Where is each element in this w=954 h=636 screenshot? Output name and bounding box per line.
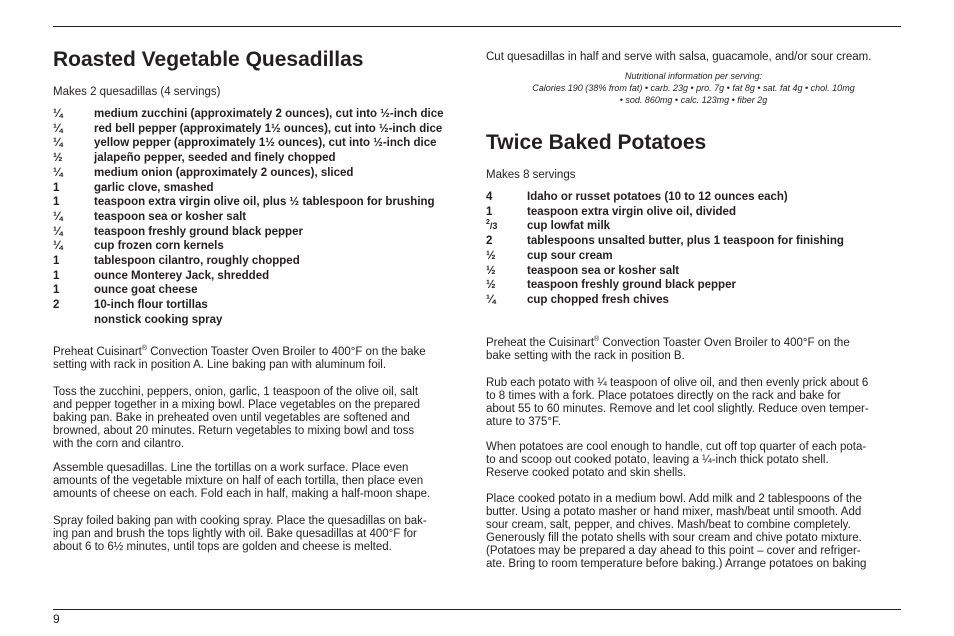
ingredient-row	[53, 283, 444, 298]
ingredient-item: medium onion (approximately 2 ounces), sliced	[94, 166, 354, 179]
ingredient-qty: 2	[53, 299, 60, 312]
ingredient-qty: ¼	[53, 108, 63, 120]
top-rule	[53, 26, 901, 27]
ingredient-qty: 1	[53, 284, 60, 297]
text-line: amounts of cheese on each. Fold each in half, making a half-moon shape.	[53, 488, 431, 500]
ingredient-row	[53, 210, 444, 225]
ingredient-qty: ½	[486, 279, 496, 292]
ingredient-row	[486, 234, 844, 249]
ingredient-row	[53, 195, 444, 210]
ingredient-qty: ¼	[53, 122, 63, 135]
ingredient-item: cup chopped fresh chives	[527, 293, 669, 306]
ingredient-row	[53, 239, 444, 254]
fraction-denominator: /3	[489, 221, 498, 232]
text-line: about 55 to 60 minutes. Remove and let cool slightly. Reduce oven temper-	[486, 403, 869, 415]
text-span: Preheat Cuisinart	[53, 346, 142, 358]
ingredient-item: yellow pepper (approximately 1½ ounces), cut into ½-inch dice	[94, 137, 437, 150]
ingredient-item: teaspoon freshly ground black pepper	[94, 225, 303, 238]
ingredient-qty: 1	[53, 181, 60, 194]
text-line: browned, about 20 minutes. Return vegetables to mixing bowl and toss	[53, 425, 415, 437]
ingredient-qty	[486, 219, 527, 234]
instruction-paragraph	[486, 337, 850, 363]
ingredient-item: teaspoon sea or kosher salt	[94, 210, 247, 223]
ingredient-row	[53, 269, 444, 284]
ingredient-row	[53, 151, 444, 166]
instruction-paragraph	[486, 441, 866, 480]
nutrition-line: Calories 190 (38% from fat) • carb. 23g • pro. 7g • fat 8g • sat. fat 4g • chol. 10mg	[532, 83, 855, 93]
text-span: Convection Toaster Oven Broiler to 400°F on the bake	[147, 346, 426, 358]
instruction-paragraph	[53, 386, 420, 451]
ingredient-row	[53, 254, 444, 269]
ingredient-item: ounce Monterey Jack, shredded	[94, 269, 270, 282]
text-line: (Potatoes may be prepared a day ahead to this point – cover and refriger-	[486, 545, 861, 557]
text-line: ing pan and brush the tops lightly with oil. Bake quesadillas at 400°F for	[53, 528, 417, 540]
bottom-rule	[53, 609, 901, 610]
ingredient-qty: 1	[53, 196, 60, 209]
text-line: setting with rack in position A. Line baking pan with aluminum foil.	[53, 359, 387, 371]
page-number: 9	[53, 612, 60, 626]
ingredient-qty: ¼	[53, 166, 63, 179]
ingredient-qty: ¼	[53, 210, 63, 223]
text-span: Preheat the Cuisinart	[486, 337, 595, 349]
text-line: Generously fill the potato shells with sour cream and chive potato mixture.	[486, 532, 862, 544]
text-line: butter. Using a potato masher or hand mixer, mash/beat until smooth. Add	[486, 506, 862, 518]
ingredient-row	[53, 313, 444, 328]
instruction-paragraph	[486, 377, 869, 429]
ingredient-item: tablespoons unsalted butter, plus 1 teaspoon for finishing	[527, 235, 844, 248]
ingredient-item: teaspoon freshly ground black pepper	[527, 279, 736, 292]
ingredient-qty: ¼	[486, 293, 496, 306]
ingredient-list	[53, 107, 444, 328]
text-line: ature to 375°F.	[486, 416, 561, 428]
instruction-paragraph	[53, 515, 427, 554]
text-line: Toss the zucchini, peppers, onion, garlic, 1 teaspoon of the olive oil, salt	[53, 386, 419, 398]
text-line: bake setting with the rack in position B.	[486, 350, 685, 362]
ingredient-qty: ½	[486, 264, 496, 277]
ingredient-item: cup sour cream	[527, 249, 613, 262]
ingredient-item: teaspoon extra virgin olive oil, divided	[527, 205, 736, 218]
ingredient-qty: ¼	[53, 137, 63, 150]
ingredient-qty: 1	[53, 255, 60, 268]
ingredient-list	[486, 190, 844, 308]
ingredient-qty: 2	[486, 235, 493, 248]
ingredient-row	[486, 219, 844, 234]
ingredient-item: red bell pepper (approximately 1½ ounces), cut into ½-inch dice	[94, 122, 443, 135]
text-line: Rub each potato with ¼ teaspoon of olive oil, and then evenly prick about 6	[486, 377, 869, 389]
instruction-paragraph	[486, 493, 866, 571]
text-line: to 8 times with a fork. Place potatoes directly on the rack and bake for	[486, 390, 841, 402]
ingredient-row	[486, 278, 844, 293]
text-line: amounts of the vegetable mixture on half of each tortilla, then place even	[53, 475, 424, 487]
ingredient-item: teaspoon extra virgin olive oil, plus ½ tablespoon for brushing	[94, 196, 435, 209]
ingredient-item: jalapeño pepper, seeded and finely chopped	[94, 152, 336, 165]
nutrition-heading: Nutritional information per serving:	[624, 71, 763, 81]
ingredient-qty: 1	[486, 205, 493, 218]
serving-suggestion: Cut quesadillas in half and serve with salsa, guacamole, and/or sour cream.	[486, 51, 872, 63]
ingredient-item: nonstick cooking spray	[94, 313, 223, 326]
ingredient-item: Idaho or russet potatoes (10 to 12 ounces each)	[527, 191, 788, 203]
ingredient-item: cup lowfat milk	[527, 220, 611, 233]
ingredient-row	[53, 122, 444, 137]
text-line: and pepper together in a mixing bowl. Place vegetables on the prepared	[53, 399, 420, 411]
text-line: Reserve cooked potato and skin shells.	[486, 467, 687, 479]
text-line: Spray foiled baking pan with cooking spray. Place the quesadillas on bak-	[53, 515, 427, 527]
registered-mark: ®	[141, 345, 148, 353]
ingredient-qty: ½	[486, 249, 496, 262]
ingredient-row	[486, 190, 844, 205]
ingredient-row	[53, 136, 444, 151]
ingredient-item: cup frozen corn kernels	[94, 240, 224, 253]
ingredient-row	[486, 293, 844, 308]
ingredient-qty: 4	[486, 191, 493, 203]
ingredient-item: medium zucchini (approximately 2 ounces), cut into ½-inch dice	[94, 108, 444, 120]
nutrition-line: • sod. 860mg • calc. 123mg • fiber 2g	[619, 95, 768, 105]
text-line: Place cooked potato in a medium bowl. Add milk and 2 tablespoons of the	[486, 493, 862, 505]
recipe-title-quesadillas: Roasted Vegetable Quesadillas	[53, 48, 364, 71]
text-line: When potatoes are cool enough to handle, cut off top quarter of each pota-	[486, 441, 867, 453]
instruction-paragraph	[53, 346, 426, 372]
ingredient-row	[53, 225, 444, 240]
yield-text: Makes 8 servings	[486, 169, 576, 181]
fraction-numerator: 2	[486, 219, 490, 227]
nutrition-info	[486, 70, 901, 106]
ingredient-row	[53, 298, 444, 313]
ingredient-row	[53, 181, 444, 196]
ingredient-qty: ¼	[53, 225, 63, 238]
ingredient-row	[486, 249, 844, 264]
ingredient-row	[486, 205, 844, 220]
ingredient-qty: 1	[53, 269, 60, 282]
text-line: about 6 to 6½ minutes, until tops are golden and cheese is melted.	[53, 541, 392, 553]
text-line: to and scoop out cooked potato, leaving a ¼-inch thick potato shell.	[486, 454, 829, 466]
ingredient-item: ounce goat cheese	[94, 284, 198, 297]
instruction-paragraph	[53, 462, 430, 501]
ingredient-item: garlic clove, smashed	[94, 181, 214, 194]
recipe-title-potatoes: Twice Baked Potatoes	[486, 131, 707, 154]
text-line: Assemble quesadillas. Line the tortillas on a work surface. Place even	[53, 462, 409, 474]
text-line: ate. Bring to room temperature before baking.) Arrange potatoes on baking	[486, 558, 867, 570]
text-line: sour cream, salt, pepper, and chives. Mash/beat to combine completely.	[486, 519, 851, 531]
ingredient-qty: ¼	[53, 240, 63, 253]
text-line: baking pan. Bake in preheated oven until vegetables are softened and	[53, 412, 410, 424]
ingredient-item: 10-inch flour tortillas	[94, 299, 208, 312]
ingredient-qty	[53, 313, 94, 328]
registered-mark: ®	[594, 336, 600, 344]
ingredient-qty: ½	[53, 152, 63, 165]
ingredient-item: tablespoon cilantro, roughly chopped	[94, 255, 300, 268]
ingredient-row	[53, 107, 444, 122]
yield-text: Makes 2 quesadillas (4 servings)	[53, 86, 221, 98]
ingredient-item: teaspoon sea or kosher salt	[527, 264, 680, 277]
ingredient-row	[53, 166, 444, 181]
ingredient-row	[486, 264, 844, 279]
text-span: Convection Toaster Oven Broiler to 400°F on the	[599, 337, 850, 349]
text-line: with the corn and cilantro.	[53, 438, 185, 450]
